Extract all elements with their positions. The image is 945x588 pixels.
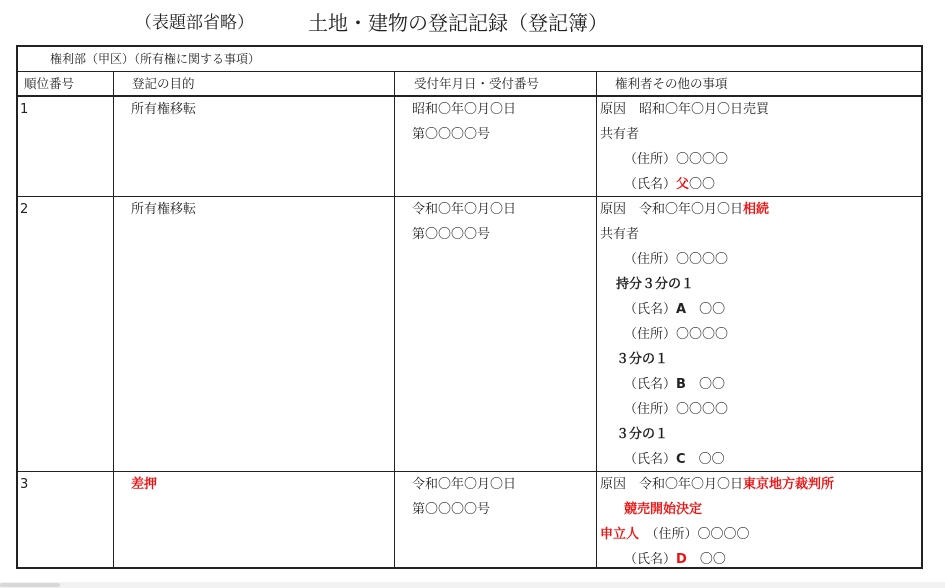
detail-text: 共有者: [600, 127, 640, 142]
detail-text: 父: [676, 177, 690, 192]
row-detail-line: [624, 397, 728, 422]
detail-text: B: [676, 377, 686, 392]
row-detail-line: [616, 422, 668, 447]
detail-text: （住所）〇〇〇〇: [624, 327, 729, 342]
detail-text: 原因 令和〇年〇月〇日: [600, 477, 744, 492]
detail-text: D: [676, 552, 687, 567]
detail-text: 相続: [743, 202, 770, 217]
detail-text: 原因 昭和〇年〇月〇日売買: [600, 102, 770, 117]
row-detail-line: [600, 222, 639, 247]
row-reception-line: 第〇〇〇〇号: [412, 227, 491, 242]
row-detail-line: [624, 297, 725, 322]
row-reception-line: 令和〇年〇月〇日: [412, 477, 517, 492]
column-divider: [596, 71, 597, 567]
row-detail-line: [600, 97, 769, 122]
section-label: [18, 47, 921, 72]
row-rank: 3: [20, 477, 29, 492]
row-detail-line: [624, 322, 728, 347]
page-header: [0, 6, 945, 34]
row-purpose: 所有権移転: [131, 102, 197, 117]
detail-text: （氏名）: [624, 452, 677, 467]
detail-text: A: [676, 302, 687, 317]
row-reception-line: 昭和〇年〇月〇日: [412, 102, 517, 117]
detail-text: （氏名）: [624, 177, 677, 192]
omitted-note: （表題部省略）: [135, 13, 254, 33]
row-detail-line: [624, 172, 715, 197]
detail-text: 東京地方裁判所: [743, 477, 835, 492]
detail-text: （氏名）: [624, 302, 677, 317]
row-detail-line: [616, 347, 668, 372]
detail-text: 競売開始決定: [624, 502, 703, 517]
detail-text: C: [676, 452, 686, 467]
row-rank: 2: [20, 202, 29, 217]
row-detail-line: [624, 447, 725, 472]
row-reception-line: 第〇〇〇〇号: [412, 127, 491, 142]
column-header-rank: 順位番号: [24, 76, 75, 91]
register-table: [16, 45, 923, 569]
page-title: 土地・建物の登記記録（登記簿）: [308, 11, 608, 35]
detail-text: 原因 令和〇年〇月〇日: [600, 202, 744, 217]
row-detail-line: [624, 547, 726, 572]
column-header-row: [18, 72, 921, 97]
row-rank: 1: [20, 102, 29, 117]
column-divider: [394, 71, 395, 567]
row-detail-line: [616, 272, 694, 297]
row-detail-line: [624, 147, 728, 172]
detail-text: 〇〇: [685, 452, 725, 467]
scrollbar-thumb[interactable]: [0, 583, 60, 587]
detail-text: 〇〇: [685, 377, 725, 392]
row-detail-line: [624, 497, 702, 522]
detail-text: 〇〇: [686, 552, 726, 567]
column-divider: [113, 71, 114, 567]
column-header-purpose: 登記の目的: [132, 76, 195, 91]
detail-text: （住所）〇〇〇〇: [624, 252, 729, 267]
column-header-details: 権利者その他の事項: [615, 76, 728, 91]
horizontal-scrollbar[interactable]: [0, 582, 945, 588]
row-purpose: 所有権移転: [131, 202, 197, 217]
row-detail-line: [600, 522, 750, 547]
section-label-text: 権利部（甲区）（所有権に関する事項）: [50, 52, 261, 66]
row-detail-line: [600, 122, 639, 147]
detail-text: ３分の１: [616, 352, 669, 367]
detail-text: ３分の１: [616, 427, 669, 442]
column-header-reception: 受付年月日・受付番号: [414, 76, 540, 91]
detail-text: 共有者: [600, 227, 640, 242]
row-purpose: 差押: [131, 477, 158, 492]
detail-text: 持分３分の１: [616, 277, 695, 292]
row-detail-line: [624, 372, 725, 397]
detail-text: 〇〇: [686, 302, 726, 317]
row-detail-line: [600, 197, 769, 222]
detail-text: （氏名）: [624, 552, 677, 567]
detail-text: （住所）〇〇〇〇: [639, 527, 750, 542]
row-reception-line: 令和〇年〇月〇日: [412, 202, 517, 217]
detail-text: （住所）〇〇〇〇: [624, 152, 729, 167]
row-reception-line: 第〇〇〇〇号: [412, 502, 491, 517]
detail-text: 〇〇: [689, 177, 716, 192]
detail-text: 申立人: [600, 527, 640, 542]
row-detail-line: [624, 247, 728, 272]
detail-text: （住所）〇〇〇〇: [624, 402, 729, 417]
row-detail-line: [600, 472, 834, 497]
detail-text: （氏名）: [624, 377, 677, 392]
